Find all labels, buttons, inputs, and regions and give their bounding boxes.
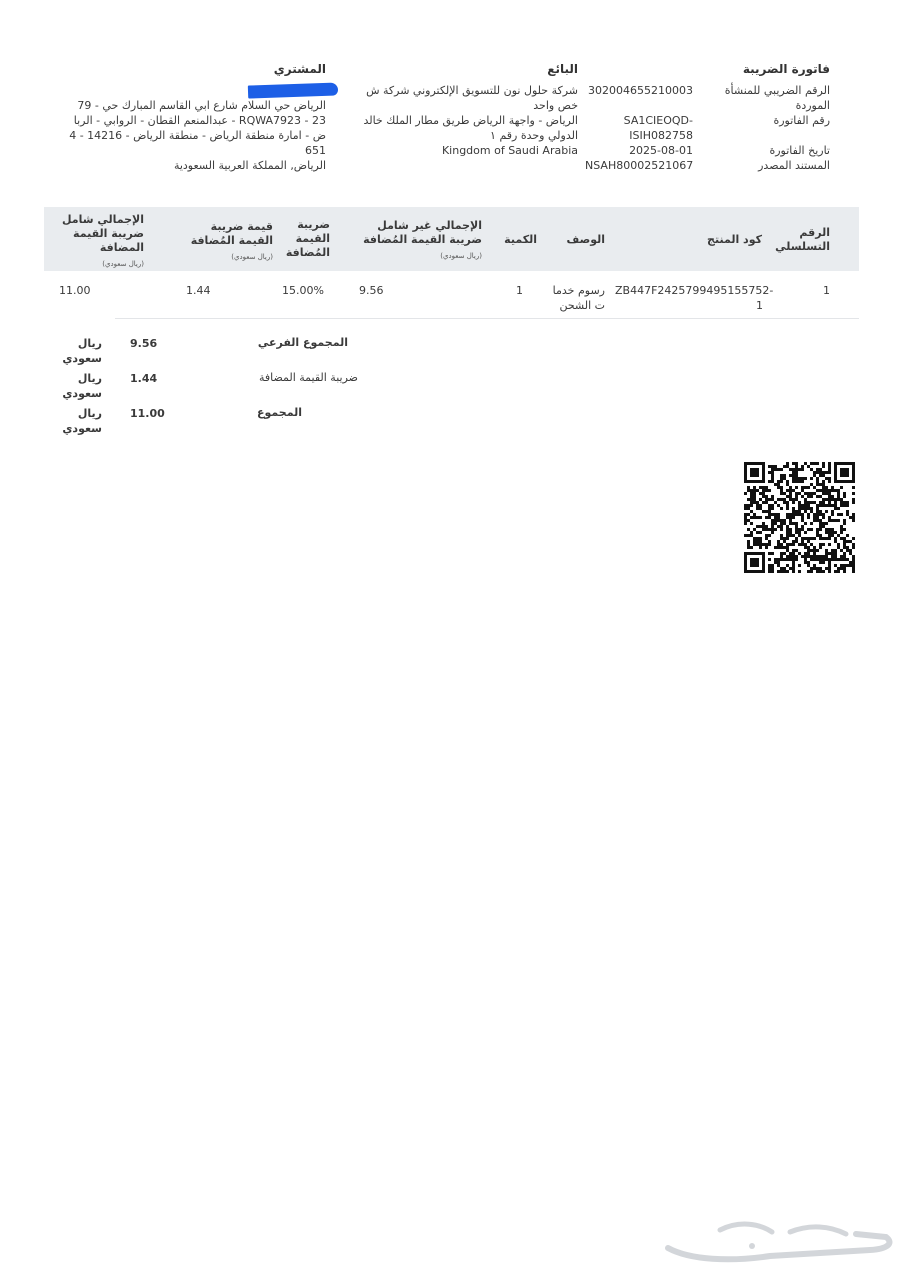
buyer-block (60, 62, 326, 173)
seller-title: البائع (547, 62, 578, 76)
total-excl-label: الإجمالي غير شامل ضريبة القيمة المُضافة (363, 219, 482, 246)
invoice-number-value-1: SA1CIEOQD- (623, 114, 693, 127)
column-header-total-incl (58, 213, 144, 271)
seller-line: الدولي وحدة رقم ١ (490, 129, 578, 142)
column-header-product-code: كود المنتج (707, 233, 762, 246)
vat-total-currency: ريال سعودي (62, 372, 102, 400)
tax-number-value: 302004655210003 (588, 84, 693, 97)
buyer-title: المشتري (273, 62, 326, 76)
vat-amount-label: قيمة ضريبة القيمة المُضافة (190, 220, 273, 247)
vat-total-value: 1.44 (130, 372, 158, 385)
watermark-logo (660, 1210, 900, 1270)
seller-block (355, 62, 578, 158)
column-header-serial: الرقم التسلسلي (775, 226, 830, 253)
cell-description (545, 283, 605, 313)
seller-line: شركة حلول نون للتسويق الإلكتروني شركة ش (366, 84, 578, 97)
vat-total-label: ضريبة القيمة المضافة (258, 371, 358, 384)
column-header-quantity: الكمية (504, 233, 537, 246)
grand-total-currency: ريال سعودي (62, 407, 102, 435)
subtotal-label: المجموع الفرعي (257, 336, 348, 349)
product-code-line: ZB447F2425799495155752- (615, 284, 774, 297)
cell-total-excl: 9.56 (359, 284, 384, 297)
invoice-values (585, 83, 693, 173)
cell-vat-rate: 15.00% (282, 284, 324, 297)
buyer-address-line: الرياض, المملكة العربية السعودية (173, 159, 326, 172)
row-divider (115, 318, 859, 319)
invoice-number-label: رقم الفاتورة (773, 114, 830, 127)
cell-total-incl: 11.00 (59, 284, 91, 297)
cell-product-code (615, 283, 774, 313)
cell-vat-amount: 1.44 (186, 284, 211, 297)
invoice-number-value-2: ISIH082758 (629, 129, 693, 142)
invoice-date-label: تاريخ الفاتورة (769, 144, 830, 157)
tax-number-label: الرقم الضريبي للمنشأة الموردة (724, 84, 830, 112)
subtotal-currency: ريال سعودي (62, 337, 102, 365)
buyer-address-line: 23 - RQWA7923 - عبدالمنعم القطان - الروابي - الربا (73, 114, 326, 127)
qr-code (744, 462, 855, 573)
source-document-value: NSAH80002521067 (585, 159, 694, 172)
source-document-label: المستند المصدر (758, 159, 830, 172)
column-header-vat-amount (185, 220, 273, 264)
seller-line: خص واحد (533, 99, 578, 112)
column-header-vat-rate: ضريبة القيمة المُضافة (285, 218, 330, 259)
cell-quantity: 1 (516, 284, 523, 297)
invoice-info (700, 62, 830, 173)
total-incl-label: الإجمالي شامل ضريبة القيمة المضافة (61, 213, 144, 254)
product-code-line: 1 (756, 299, 763, 312)
seller-line: الرياض - واجهة الرياض طريق مطار الملك خالد (363, 114, 578, 127)
invoice-title: فاتورة الضريبة (742, 62, 830, 76)
column-header-total-excl (358, 219, 482, 263)
buyer-address-line: 651 (305, 144, 326, 157)
currency-sub: (ريال سعودي) (231, 253, 273, 261)
cell-serial: 1 (823, 284, 830, 297)
buyer-name-redacted (60, 83, 326, 98)
currency-sub: (ريال سعودي) (440, 252, 482, 260)
buyer-address-line: ض - امارة منطقة الرياض - منطقة الرياض - 14216 - 4 (69, 129, 326, 142)
currency-sub: (ريال سعودي) (102, 260, 144, 268)
description-line: ت الشحن (559, 299, 605, 312)
grand-total-value: 11.00 (130, 407, 165, 420)
buyer-address-line: الرياض حي السلام شارع ابي القاسم المبارك حي - 79 (77, 99, 326, 112)
description-line: رسوم خدما (552, 284, 605, 297)
invoice-date-value: 2025-08-01 (629, 144, 693, 157)
column-header-description: الوصف (566, 233, 605, 246)
subtotal-value: 9.56 (130, 337, 158, 350)
grand-total-label: المجموع (257, 406, 302, 419)
seller-country: Kingdom of Saudi Arabia (441, 144, 578, 157)
